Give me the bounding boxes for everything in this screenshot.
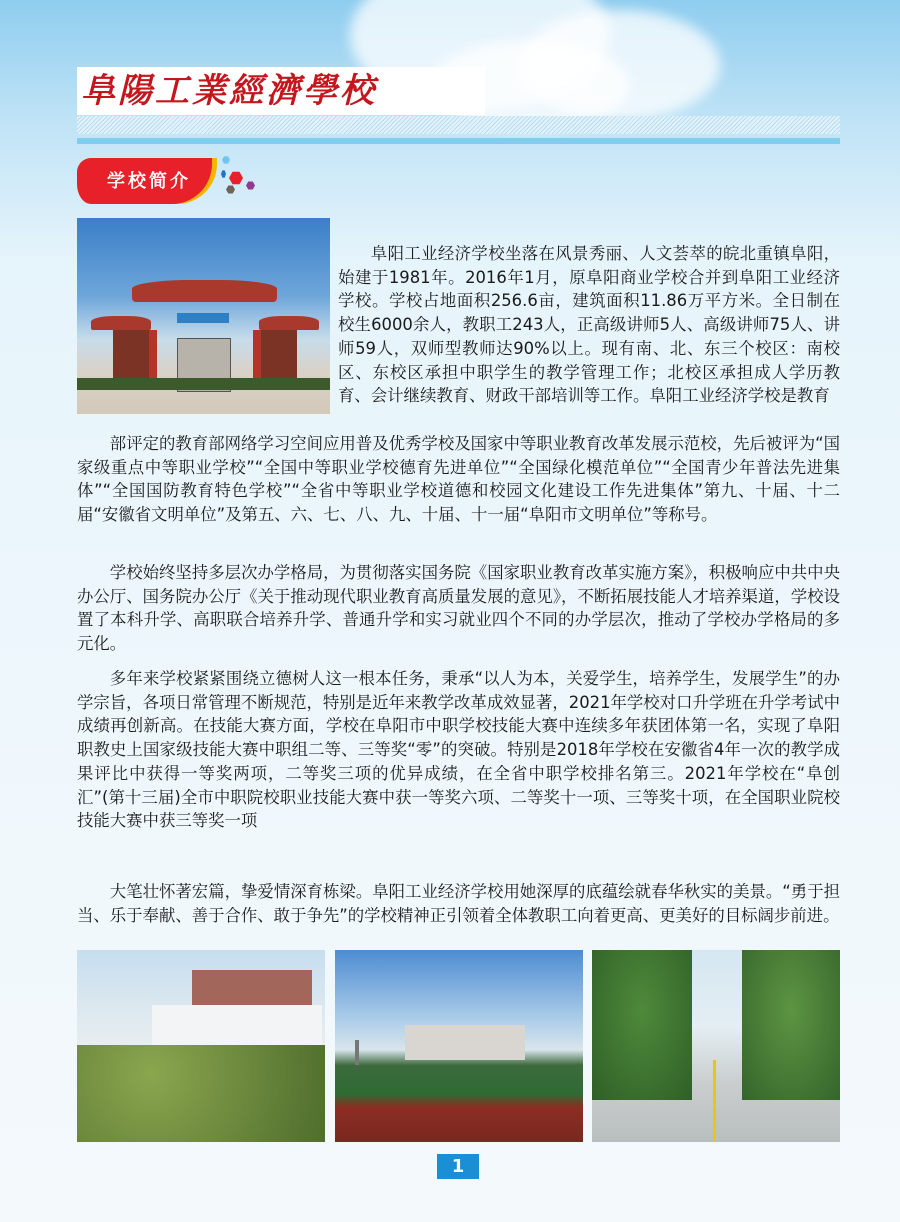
building-shape [152,1005,322,1045]
gate-pillar [253,330,261,378]
gate-signboard [177,313,229,323]
school-name-title: 阜陽工業經濟學校 [81,71,377,111]
paragraph-school-spirit: 大笔壮怀著宏篇，挚爱情深育栋梁。阜阳工业经济学校用她深厚的底蕴绘就春华秋实的美景。“勇于担当、乐于奉献、善于合作、敢于争先”的学校精神正引领着全体教职工向着更高、更美好的目标阔步前进。 [77,882,840,925]
gate-wall [261,330,297,378]
intro-paragraph-part1: 阜阳工业经济学校坐落在风景秀丽、人文荟萃的皖北重镇阜阳，始建于1981年。2016年1月，原阜阳商业学校合并到阜阳工业经济学校。学校占地面积256.6亩，建筑面积11.86万平方米。全日制在校生6000余人，教职工243人，正高级讲师5人、高级讲师75人、讲师59人，双师型教师达90%以上。现有南、北、东三个校区：南校区、东校区承担中职学生的教学管理工作；北校区承担成人学历教育、会计继续教育、财政干部培训等工作。阜阳工业经济学校是教育 [338,244,840,406]
sports-field-photo [335,950,583,1142]
trees-shape [77,1045,325,1142]
hexagon-dot-icon [226,185,235,194]
section-title: 学校简介 [107,171,191,192]
hexagon-dot-icon [221,170,226,178]
hexagon-dot-icon [222,156,230,164]
header-title-box [77,67,485,115]
trees-shape [592,950,692,1100]
gate-wall [113,330,149,378]
trees-shape [742,950,840,1100]
paragraph-achievements: 多年来学校紧紧围绕立德树人这一根本任务，秉承“以人为本，关爱学生，培养学生，发展学生”的办学宗旨，各项日常管理不断规范，特别是近年来教学改革成效显著，2021年学校对口升学班在升学考试中成绩再创新高。在技能大赛方面，学校在阜阳市中职学校技能大赛中连续多年获团体第一名，实现了阜阳职教史上国家级技能大赛中职组二等、三等奖“零”的突破。特别是2018年学校在安徽省4年一次的教学成果评比中获得一等奖两项，二等奖三项的优异成绩，在全省中职学校排名第三。2021年学校在“阜创汇”(第十三届)全市中职院校职业技能大赛中获一等奖六项、二等奖十一项、三等奖十项，在全国职业院校技能大赛中获三等奖一项 [77,669,840,831]
page-number-badge: 1 [437,1154,479,1179]
gate-roof [132,280,277,302]
road-center-line [713,1060,716,1142]
header-hatch-divider [77,116,840,134]
hexagon-dot-icon [229,171,243,185]
paragraph-education-structure: 学校始终坚持多层次办学格局，为贯彻落实国务院《国家职业教育改革实施方案》，积极响应中共中央办公厅、国务院办公厅《关于推动现代职业教育高质量发展的意见》，不断拓展技能人才培养渠道，学校设置了本科升学、高职联合培养升学、普通升学和实习就业四个不同的办学层次，推动了学校办学格局的多元化。 [77,563,840,654]
gate-pillar [149,330,157,378]
tree-lined-road-photo [592,950,840,1142]
school-gate-photo [77,218,330,414]
gate-roof [259,316,319,330]
campus-buildings-photo [77,950,325,1142]
building-shape [405,1025,525,1060]
hedge [77,378,330,390]
intro-paragraph-part2: 部评定的教育部网络学习空间应用普及优秀学校及国家中等职业教育改革发展示范校，先后被评为“国家级重点中等职业学校”“全国中等职业学校德育先进单位”“全国绿化模范单位”“全国青少年普法先进集体”“全国国防教育特色学校”“全省中等职业学校道德和校园文化建设工作先进集体”第九、十届、十二届“安徽省文明单位”及第五、六、七、八、九、十届、十一届“阜阳市文明单位”等称号。 [77,434,840,525]
section-tag [77,158,212,204]
tower-shape [355,1040,359,1065]
header-blue-bar [77,138,840,144]
hexagon-dot-icon [246,181,255,190]
gate-roof [91,316,151,330]
